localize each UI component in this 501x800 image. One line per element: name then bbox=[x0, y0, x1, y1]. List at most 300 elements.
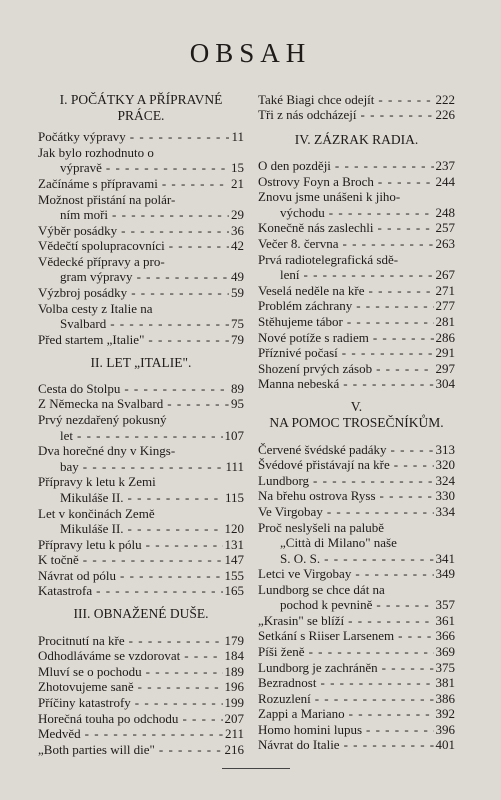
dot-leader bbox=[127, 285, 229, 300]
dot-leader bbox=[372, 361, 433, 376]
page-number bbox=[453, 582, 455, 597]
page-number: 120 bbox=[224, 521, 244, 536]
toc-entry bbox=[38, 238, 244, 253]
dot-leader bbox=[167, 412, 242, 427]
page-number: 216 bbox=[224, 742, 244, 757]
dot-leader bbox=[153, 301, 242, 316]
entry-title: Konečně nás zaslechli bbox=[258, 220, 374, 235]
dot-leader bbox=[155, 742, 223, 757]
dot-leader bbox=[117, 223, 229, 238]
dot-leader bbox=[142, 537, 223, 552]
page-number: 396 bbox=[435, 722, 455, 737]
entry-title: Ostrovy Foyn a Broch bbox=[258, 174, 374, 189]
page-number: 211 bbox=[224, 726, 244, 741]
toc-entry bbox=[258, 566, 455, 581]
toc-entry bbox=[258, 189, 455, 204]
entry-title: Setkání s Riiser Larsenem bbox=[258, 628, 395, 643]
toc-entry bbox=[258, 520, 455, 535]
dot-leader bbox=[320, 551, 433, 566]
section-heading bbox=[38, 355, 244, 371]
toc-entry bbox=[38, 695, 244, 710]
page-number bbox=[242, 443, 244, 458]
entry-title: Příznivé počasí bbox=[258, 345, 338, 360]
toc-entry bbox=[38, 648, 244, 663]
dot-leader bbox=[142, 664, 223, 679]
dot-leader bbox=[125, 633, 223, 648]
page-number: 107 bbox=[224, 428, 244, 443]
toc-entry bbox=[38, 176, 244, 191]
page-number: 248 bbox=[435, 205, 455, 220]
page-number: 29 bbox=[231, 207, 244, 222]
dot-leader bbox=[155, 506, 242, 521]
dot-leader bbox=[385, 582, 453, 597]
page-number: 267 bbox=[435, 267, 455, 282]
page-number: 226 bbox=[435, 107, 455, 122]
page-number: 131 bbox=[224, 537, 244, 552]
dot-leader bbox=[126, 129, 230, 144]
entry-title: Vědečtí spolupracovníci bbox=[38, 238, 165, 253]
page-number: 75 bbox=[231, 316, 244, 331]
dot-leader bbox=[378, 660, 434, 675]
page-number: 369 bbox=[435, 644, 455, 659]
entry-title: Na břehu ostrova Ryss bbox=[258, 488, 376, 503]
entry-title: Stěhujeme tábor bbox=[258, 314, 343, 329]
page-number: 271 bbox=[435, 283, 455, 298]
toc-entry bbox=[38, 207, 244, 222]
entry-title: Svalbard bbox=[60, 316, 107, 331]
dot-leader bbox=[311, 691, 434, 706]
toc-entry bbox=[38, 633, 244, 648]
page-number: 237 bbox=[435, 158, 455, 173]
dot-leader bbox=[300, 267, 434, 282]
page-number: 179 bbox=[224, 633, 244, 648]
toc-entry bbox=[38, 568, 244, 583]
toc-entry bbox=[258, 107, 455, 122]
entry-title: Nové potíže s radiem bbox=[258, 330, 369, 345]
dot-leader bbox=[352, 298, 433, 313]
page-number: 334 bbox=[435, 504, 455, 519]
page-number: 366 bbox=[435, 628, 455, 643]
toc-entry bbox=[258, 92, 455, 107]
entry-title: Vědecké přípravy a pro- bbox=[38, 254, 165, 269]
toc-entry bbox=[258, 298, 455, 313]
page-number: 381 bbox=[435, 675, 455, 690]
page-number: 165 bbox=[224, 583, 244, 598]
dot-leader bbox=[398, 252, 453, 267]
entry-title: O den později bbox=[258, 158, 331, 173]
page-number bbox=[242, 474, 244, 489]
entry-title: Lundborg se chce dát na bbox=[258, 582, 385, 597]
toc-entry bbox=[38, 254, 244, 269]
toc-entry bbox=[258, 628, 455, 643]
dot-leader bbox=[165, 254, 242, 269]
entry-title: Výběr posádky bbox=[38, 223, 118, 238]
toc-entry bbox=[38, 443, 244, 458]
page-number: 42 bbox=[231, 238, 244, 253]
entry-title: Shození prvých zásob bbox=[258, 361, 373, 376]
toc-entry bbox=[38, 552, 244, 567]
dot-leader bbox=[394, 628, 433, 643]
toc-entry bbox=[258, 660, 455, 675]
toc-entry bbox=[38, 537, 244, 552]
toc-entry bbox=[258, 361, 455, 376]
entry-title: Manna nebeská bbox=[258, 376, 340, 391]
dot-leader bbox=[158, 176, 229, 191]
entry-title: Návrat do Italie bbox=[258, 737, 340, 752]
page-number: 401 bbox=[435, 737, 455, 752]
entry-title: S. O. S. bbox=[280, 551, 321, 566]
page-number: 375 bbox=[435, 660, 455, 675]
dot-leader bbox=[305, 644, 434, 659]
dot-leader bbox=[376, 488, 434, 503]
dot-leader bbox=[339, 376, 433, 391]
toc-entry bbox=[258, 597, 455, 612]
dot-leader bbox=[73, 428, 223, 443]
page-number: 286 bbox=[435, 330, 455, 345]
toc-entry bbox=[258, 174, 455, 189]
dot-leader bbox=[124, 521, 223, 536]
entry-title: Mikuláše II. bbox=[60, 490, 124, 505]
section-heading-line: NA POMOC TROSEČNÍKŮM. bbox=[269, 415, 444, 430]
dot-leader bbox=[351, 566, 433, 581]
entry-title: ním moři bbox=[60, 207, 109, 222]
section-heading-line: I. POČÁTKY A PŘÍPRAVNÉ bbox=[59, 92, 223, 107]
toc-entry bbox=[258, 613, 455, 628]
toc-entry bbox=[258, 283, 455, 298]
toc-entry bbox=[38, 742, 244, 757]
entry-title: Píši ženě bbox=[258, 644, 305, 659]
dot-leader bbox=[400, 189, 453, 204]
page-number: 330 bbox=[435, 488, 455, 503]
page-number: 304 bbox=[435, 376, 455, 391]
page-number: 11 bbox=[231, 129, 244, 144]
page-number: 392 bbox=[435, 706, 455, 721]
page-number: 196 bbox=[224, 679, 244, 694]
toc-entry bbox=[38, 301, 244, 316]
section-heading-line: PRÁCE. bbox=[117, 108, 165, 123]
page-number: 147 bbox=[224, 552, 244, 567]
toc-entry bbox=[38, 316, 244, 331]
dot-leader bbox=[374, 174, 434, 189]
page-number: 49 bbox=[231, 269, 244, 284]
dot-leader bbox=[374, 92, 433, 107]
page-number bbox=[242, 412, 244, 427]
entry-title: Odhodláváme se vzdorovat bbox=[38, 648, 181, 663]
entry-title: Procitnutí na kře bbox=[38, 633, 125, 648]
page-number: 341 bbox=[435, 551, 455, 566]
page-number: 184 bbox=[224, 648, 244, 663]
page-number: 111 bbox=[225, 459, 244, 474]
page-number: 21 bbox=[231, 176, 244, 191]
dot-leader bbox=[345, 706, 434, 721]
page-number: 244 bbox=[435, 174, 455, 189]
toc-entry bbox=[258, 675, 455, 690]
toc-entry bbox=[38, 396, 244, 411]
entry-title: lení bbox=[280, 267, 300, 282]
entry-title: Zappi a Mariano bbox=[258, 706, 345, 721]
entry-title: Let v končinách Země bbox=[38, 506, 155, 521]
dot-leader bbox=[120, 381, 229, 396]
toc-entry bbox=[38, 412, 244, 427]
dot-leader bbox=[369, 330, 434, 345]
entry-title: Příčiny katastrofy bbox=[38, 695, 131, 710]
page-number: 207 bbox=[224, 711, 244, 726]
page-number: 357 bbox=[435, 597, 455, 612]
entry-title: K točně bbox=[38, 552, 79, 567]
dot-leader bbox=[106, 316, 229, 331]
toc-entry bbox=[38, 332, 244, 347]
dot-leader bbox=[81, 726, 223, 741]
toc-entry bbox=[38, 474, 244, 489]
entry-title: Proč neslyšeli na palubě bbox=[258, 520, 384, 535]
toc-entry bbox=[38, 521, 244, 536]
toc-entry bbox=[258, 205, 455, 220]
dot-leader bbox=[338, 345, 434, 360]
entry-title: gram výpravy bbox=[60, 269, 133, 284]
entry-title: „Both parties will die" bbox=[38, 742, 155, 757]
page-number: 386 bbox=[435, 691, 455, 706]
page-number: 277 bbox=[435, 298, 455, 313]
page-number: 320 bbox=[435, 457, 455, 472]
entry-title: Veselá neděle na kře bbox=[258, 283, 365, 298]
entry-title: Mikuláše II. bbox=[60, 521, 124, 536]
toc-entry bbox=[38, 664, 244, 679]
dot-leader bbox=[357, 107, 434, 122]
toc-entry bbox=[258, 376, 455, 391]
page-number: 349 bbox=[435, 566, 455, 581]
entry-title: Horečná touha po odchodu bbox=[38, 711, 179, 726]
toc-entry bbox=[258, 644, 455, 659]
dot-leader bbox=[165, 238, 229, 253]
page-number: 281 bbox=[435, 314, 455, 329]
toc-entry bbox=[258, 158, 455, 173]
dot-leader bbox=[340, 737, 434, 752]
entry-title: Problém záchrany bbox=[258, 298, 353, 313]
entry-title: východu bbox=[280, 205, 325, 220]
toc-entry bbox=[38, 381, 244, 396]
dot-leader bbox=[331, 158, 434, 173]
toc-entry bbox=[258, 535, 455, 550]
entry-title: Tři z nás odcházejí bbox=[258, 107, 357, 122]
page-number: 257 bbox=[435, 220, 455, 235]
dot-leader bbox=[180, 648, 222, 663]
page-number bbox=[453, 189, 455, 204]
toc-entry bbox=[258, 236, 455, 251]
page-number bbox=[242, 254, 244, 269]
page-number: 263 bbox=[435, 236, 455, 251]
page-number: 222 bbox=[435, 92, 455, 107]
section-heading bbox=[258, 399, 455, 431]
toc-entry bbox=[38, 583, 244, 598]
entry-title: Přípravy letu k pólu bbox=[38, 537, 142, 552]
dot-leader bbox=[79, 552, 223, 567]
page-number bbox=[242, 192, 244, 207]
page-number: 361 bbox=[435, 613, 455, 628]
toc-entry bbox=[258, 220, 455, 235]
dot-leader bbox=[102, 160, 229, 175]
page-number: 199 bbox=[224, 695, 244, 710]
dot-leader bbox=[79, 459, 224, 474]
toc-entry bbox=[38, 192, 244, 207]
toc-entry bbox=[258, 314, 455, 329]
dot-leader bbox=[384, 520, 453, 535]
entry-title: výpravě bbox=[60, 160, 102, 175]
toc-entry bbox=[38, 711, 244, 726]
dot-leader bbox=[343, 314, 434, 329]
page-number bbox=[242, 145, 244, 160]
entry-title: Také Biagi chce odejít bbox=[258, 92, 375, 107]
dot-leader bbox=[156, 474, 242, 489]
toc-entry bbox=[258, 267, 455, 282]
page-number bbox=[242, 506, 244, 521]
section-heading-line: III. OBNAŽENÉ DUŠE. bbox=[73, 606, 209, 621]
toc-entry bbox=[258, 722, 455, 737]
dot-leader bbox=[309, 473, 433, 488]
toc-entry bbox=[258, 457, 455, 472]
section-heading-line: V. bbox=[350, 399, 363, 414]
dot-leader bbox=[134, 679, 223, 694]
dot-leader bbox=[133, 269, 229, 284]
page-number: 324 bbox=[435, 473, 455, 488]
toc-entry bbox=[258, 691, 455, 706]
toc-entry bbox=[38, 160, 244, 175]
dot-leader bbox=[163, 396, 229, 411]
toc-entry bbox=[258, 330, 455, 345]
page-number bbox=[453, 520, 455, 535]
entry-title: Ve Virgobay bbox=[258, 504, 323, 519]
toc-entry bbox=[38, 506, 244, 521]
toc-entry bbox=[258, 473, 455, 488]
page-number bbox=[453, 252, 455, 267]
section-heading bbox=[258, 132, 455, 148]
dot-leader bbox=[175, 192, 242, 207]
bottom-divider bbox=[222, 768, 290, 769]
entry-title: Letci ve Virgobay bbox=[258, 566, 352, 581]
page-title: OBSAH bbox=[189, 38, 312, 68]
entry-title: Možnost přistání na polár- bbox=[38, 192, 176, 207]
dot-leader bbox=[397, 535, 453, 550]
dot-leader bbox=[390, 457, 434, 472]
page-number: 79 bbox=[231, 332, 244, 347]
entry-title: let bbox=[60, 428, 73, 443]
entry-title: Přípravy k letu k Zemi bbox=[38, 474, 156, 489]
toc-entry bbox=[38, 459, 244, 474]
dot-leader bbox=[387, 442, 434, 457]
page-number bbox=[242, 301, 244, 316]
entry-title: Rozuzlení bbox=[258, 691, 311, 706]
dot-leader bbox=[362, 722, 433, 737]
entry-title: Katastrofa bbox=[38, 583, 93, 598]
toc-entry bbox=[38, 490, 244, 505]
page-number bbox=[453, 535, 455, 550]
toc-entry bbox=[258, 488, 455, 503]
toc-entry bbox=[258, 706, 455, 721]
entry-title: Švédové přistávají na kře bbox=[258, 457, 390, 472]
entry-title: Homo homini lupus bbox=[258, 722, 363, 737]
toc-entry bbox=[38, 129, 244, 144]
toc-entry bbox=[258, 504, 455, 519]
entry-title: Počátky výpravy bbox=[38, 129, 126, 144]
dot-leader bbox=[124, 490, 223, 505]
dot-leader bbox=[131, 695, 223, 710]
entry-title: „Città di Milano" naše bbox=[280, 535, 397, 550]
toc-entry bbox=[258, 252, 455, 267]
page-number: 297 bbox=[435, 361, 455, 376]
dot-leader bbox=[116, 568, 223, 583]
page-number: 313 bbox=[435, 442, 455, 457]
entry-title: Červené švédské padáky bbox=[258, 442, 387, 457]
toc-entry bbox=[38, 269, 244, 284]
dot-leader bbox=[154, 145, 242, 160]
entry-title: Znovu jsme unášeni k jiho- bbox=[258, 189, 401, 204]
entry-title: pochod k pevnině bbox=[280, 597, 373, 612]
toc-entry bbox=[258, 345, 455, 360]
dot-leader bbox=[178, 711, 222, 726]
dot-leader bbox=[372, 597, 433, 612]
dot-leader bbox=[316, 675, 433, 690]
entry-title: Cesta do Stolpu bbox=[38, 381, 121, 396]
dot-leader bbox=[144, 332, 229, 347]
entry-title: Volba cesty z Italie na bbox=[38, 301, 153, 316]
page-number: 95 bbox=[231, 396, 244, 411]
toc-entry bbox=[38, 428, 244, 443]
page-number: 59 bbox=[231, 285, 244, 300]
entry-title: Lundborg bbox=[258, 473, 310, 488]
page-number: 15 bbox=[231, 160, 244, 175]
entry-title: Dva horečné dny v Kings- bbox=[38, 443, 176, 458]
page-number: 189 bbox=[224, 664, 244, 679]
entry-title: „Krasin" se blíží bbox=[258, 613, 345, 628]
toc-entry bbox=[258, 551, 455, 566]
toc-entry bbox=[38, 223, 244, 238]
entry-title: Výzbroj posádky bbox=[38, 285, 128, 300]
page-number: 115 bbox=[224, 490, 244, 505]
entry-title: Prvá radiotelegrafická sdě- bbox=[258, 252, 399, 267]
entry-title: Z Německa na Svalbard bbox=[38, 396, 164, 411]
entry-title: bay bbox=[60, 459, 79, 474]
entry-title: Bezradnost bbox=[258, 675, 317, 690]
section-heading-line: IV. ZÁZRAK RADIA. bbox=[294, 132, 419, 147]
entry-title: Lundborg je zachráněn bbox=[258, 660, 378, 675]
dot-leader bbox=[364, 283, 433, 298]
entry-title: Před startem „Italie" bbox=[38, 332, 145, 347]
section-heading bbox=[38, 92, 244, 124]
section-heading bbox=[38, 606, 244, 622]
entry-title: Medvěd bbox=[38, 726, 81, 741]
entry-title: Prvý nezdařený pokusný bbox=[38, 412, 167, 427]
dot-leader bbox=[344, 613, 433, 628]
dot-leader bbox=[175, 443, 242, 458]
dot-leader bbox=[338, 236, 433, 251]
dot-leader bbox=[92, 583, 222, 598]
page-number: 155 bbox=[224, 568, 244, 583]
dot-leader bbox=[108, 207, 229, 222]
toc-entry bbox=[258, 737, 455, 752]
dot-leader bbox=[323, 504, 434, 519]
toc-entry bbox=[258, 442, 455, 457]
dot-leader bbox=[325, 205, 434, 220]
page-number: 36 bbox=[231, 223, 244, 238]
entry-title: Jak bylo rozhodnuto o bbox=[38, 145, 154, 160]
entry-title: Návrat od pólu bbox=[38, 568, 116, 583]
dot-leader bbox=[374, 220, 434, 235]
entry-title: Začínáme s přípravami bbox=[38, 176, 158, 191]
toc-entry bbox=[38, 285, 244, 300]
toc-entry bbox=[38, 145, 244, 160]
entry-title: Mluví se o pochodu bbox=[38, 664, 142, 679]
entry-title: Zhotovujeme saně bbox=[38, 679, 134, 694]
toc-entry bbox=[38, 679, 244, 694]
